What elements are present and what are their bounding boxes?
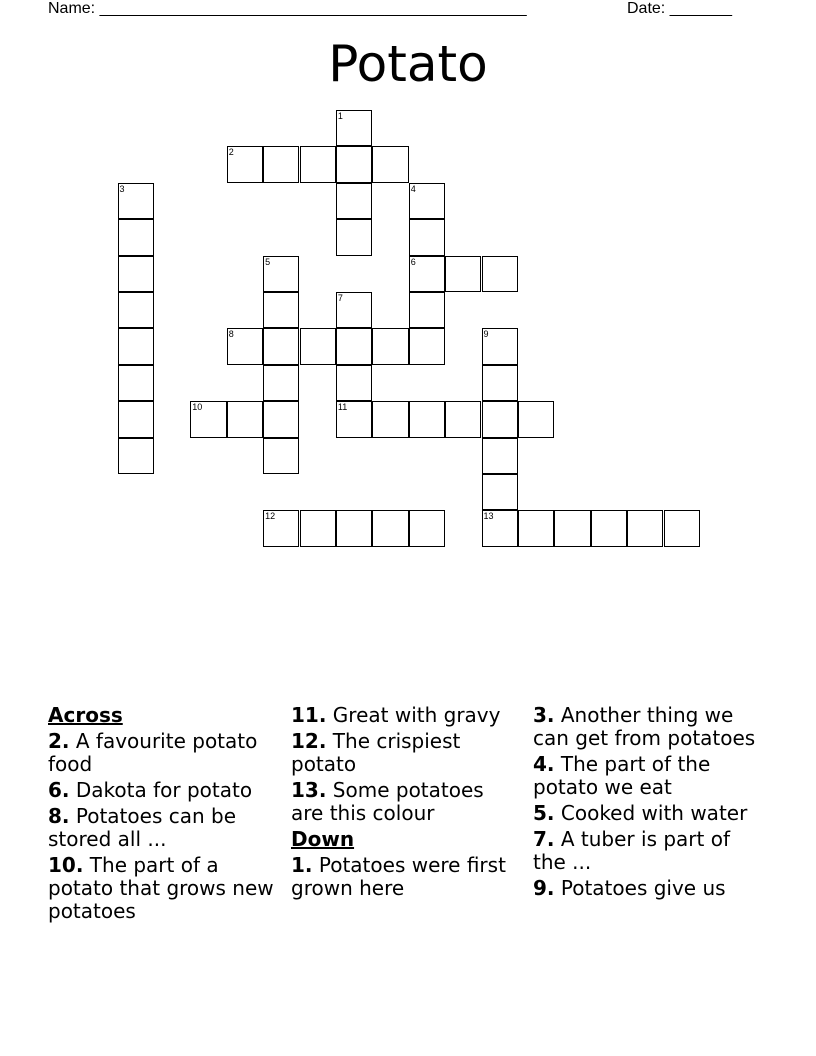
grid-cell[interactable] [263, 510, 299, 546]
grid-cell[interactable] [118, 328, 154, 364]
grid-cell[interactable] [372, 401, 408, 437]
clue-across-12: 12. The crispiest potato [291, 729, 461, 776]
grid-cell[interactable] [118, 256, 154, 292]
grid-cell[interactable] [409, 292, 445, 328]
grid-cell[interactable] [409, 401, 445, 437]
grid-cell[interactable] [372, 146, 408, 182]
date-field[interactable]: Date: _______ [627, 0, 732, 17]
grid-cell[interactable] [664, 510, 700, 546]
cell-number: 4 [410, 183, 416, 194]
grid-cell[interactable] [482, 474, 518, 510]
grid-cell[interactable] [118, 365, 154, 401]
grid-cell[interactable] [263, 146, 299, 182]
clue-across-8: 8. Potatoes can be stored all ... [48, 804, 237, 851]
clue-down-7: 7. A tuber is part of the ... [533, 827, 730, 874]
grid-cell[interactable] [554, 510, 590, 546]
grid-cell[interactable] [336, 292, 372, 328]
grid-cell[interactable] [227, 401, 263, 437]
clue-down-3: 3. Another thing we can get from potatoes [533, 703, 756, 750]
grid-cell[interactable] [409, 183, 445, 219]
clue-across-10: 10. The part of a potato that grows new potatoes [48, 853, 274, 923]
grid-cell[interactable] [482, 328, 518, 364]
grid-cell[interactable] [482, 438, 518, 474]
grid-cell[interactable] [336, 365, 372, 401]
grid-cell[interactable] [118, 292, 154, 328]
grid-cell[interactable] [591, 510, 627, 546]
clue-down-5: 5. Cooked with water [533, 801, 748, 825]
grid-cell[interactable] [118, 401, 154, 437]
grid-cell[interactable] [482, 401, 518, 437]
grid-cell[interactable] [409, 510, 445, 546]
grid-cell[interactable] [300, 146, 336, 182]
grid-cell[interactable] [482, 365, 518, 401]
cell-number: 10 [192, 402, 203, 413]
cell-number: 8 [228, 329, 234, 340]
grid-cell[interactable] [118, 219, 154, 255]
grid-cell[interactable] [336, 510, 372, 546]
grid-cell[interactable] [263, 438, 299, 474]
name-field[interactable]: Name: ________________________________________________ [48, 0, 527, 17]
cell-number: 9 [483, 329, 489, 340]
grid-cell[interactable] [263, 256, 299, 292]
grid-cell[interactable] [445, 401, 481, 437]
grid-cell[interactable] [263, 292, 299, 328]
grid-cell[interactable] [518, 510, 554, 546]
grid-cell[interactable] [336, 146, 372, 182]
cell-number: 6 [410, 256, 416, 267]
grid-cell[interactable] [336, 110, 372, 146]
grid-cell[interactable] [372, 328, 408, 364]
clue-down-4: 4. The part of the potato we eat [533, 752, 711, 799]
clue-across-11: 11. Great with gravy [291, 703, 501, 727]
grid-cell[interactable] [263, 401, 299, 437]
grid-cell[interactable] [409, 219, 445, 255]
grid-cell[interactable] [300, 328, 336, 364]
cell-number: 12 [265, 511, 276, 522]
cell-number: 11 [337, 402, 348, 413]
clue-across-2: 2. A favourite potato food [48, 729, 258, 776]
clue-across-6: 6. Dakota for potato [48, 778, 253, 802]
cell-number: 5 [265, 256, 271, 267]
grid-cell[interactable] [190, 401, 226, 437]
grid-cell[interactable] [118, 183, 154, 219]
grid-cell[interactable] [482, 510, 518, 546]
clue-column-1 [48, 704, 278, 926]
cell-number: 7 [337, 293, 343, 303]
cell-number: 3 [119, 183, 125, 194]
grid-cell[interactable] [409, 328, 445, 364]
grid-cell[interactable] [372, 510, 408, 546]
clue-across-13: 13. Some potatoes are this colour [291, 778, 484, 825]
grid-cell[interactable] [336, 183, 372, 219]
grid-cell[interactable] [482, 256, 518, 292]
grid-cell[interactable] [627, 510, 663, 546]
grid-cell[interactable] [445, 256, 481, 292]
clue-down-9: 9. Potatoes give us [533, 876, 726, 900]
grid-cell[interactable] [336, 328, 372, 364]
cell-number: 2 [228, 147, 234, 158]
clue-column-3 [533, 704, 763, 903]
grid-cell[interactable] [227, 328, 263, 364]
cell-number: 1 [337, 111, 343, 121]
grid-cell[interactable] [300, 510, 336, 546]
grid-cell[interactable] [227, 146, 263, 182]
grid-cell[interactable] [118, 438, 154, 474]
grid-cell[interactable] [263, 365, 299, 401]
grid-cell[interactable] [263, 328, 299, 364]
clue-column-2 [291, 704, 521, 903]
grid-cell[interactable] [518, 401, 554, 437]
puzzle-title: Potato [328, 35, 488, 93]
grid-cell[interactable] [336, 401, 372, 437]
across-heading: Across [48, 703, 123, 727]
grid-cell[interactable] [336, 219, 372, 255]
grid-cell[interactable] [409, 256, 445, 292]
down-heading: Down [291, 827, 355, 851]
clue-down-1: 1. Potatoes were first grown here [291, 853, 506, 900]
cell-number: 13 [483, 511, 494, 522]
